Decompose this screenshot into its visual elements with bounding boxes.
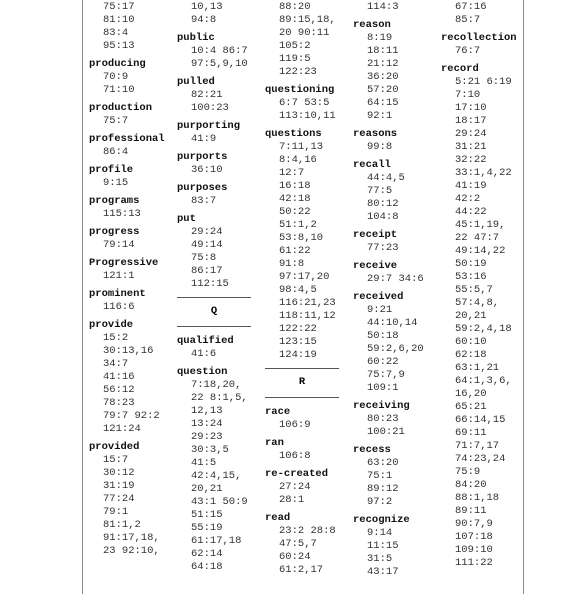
index-term: reasons	[353, 128, 398, 140]
index-entry	[265, 468, 351, 507]
page-line-refs: 75:17 81:10 83:4 95:13	[103, 1, 135, 52]
index-entry	[89, 133, 175, 159]
page-line-refs: 27:24 28:1	[279, 481, 311, 506]
index-entry	[177, 76, 263, 115]
index-term: public	[177, 32, 215, 44]
index-term: recognize	[353, 514, 410, 526]
page-line-refs: 29:24 49:14 75:8 86:17 112:15	[191, 226, 229, 290]
divider-line	[177, 297, 251, 298]
section-divider	[265, 368, 351, 398]
index-entry	[177, 32, 263, 71]
page-line-refs: 9:14 11:15 31:5 43:17	[367, 527, 399, 578]
page-line-refs: 63:20 75:1 89:12 97:2	[367, 457, 399, 508]
page-line-refs: 115:13	[103, 208, 141, 220]
index-entry	[441, 32, 524, 58]
index-entry	[177, 213, 263, 291]
index-column-3	[265, 0, 351, 582]
index-column-5	[441, 0, 524, 575]
index-entry	[265, 437, 351, 463]
index-term: received	[353, 291, 404, 303]
index-entry	[89, 58, 175, 97]
index-term: pulled	[177, 76, 215, 88]
index-column-1	[89, 0, 175, 563]
page-line-refs: 5:21 6:19 7:10 17:10 18:17 29:24 31:21 32:22 33:1,4,22 41:19 42:2 44:22 45:1,19, 22 47:7 49:14,22 50:19 53:16 55:5,7 57:4,8, 20,21 59:2,4,18 60:10 62:18 63:1,21 64:1,3,6, 16,20 65:21 66:14,15 69:11 71:7,17 74:23,24 75:9 84:20 88:1,18 89:11 90:7,9 107:18 109:10 111:22	[455, 76, 512, 569]
index-entry	[89, 195, 175, 221]
index-entry	[89, 441, 175, 558]
page-line-refs: 44:4,5 77:5 80:12 104:8	[367, 172, 405, 223]
index-term: race	[265, 406, 291, 418]
page-line-refs: 86:4	[103, 146, 129, 158]
page-line-refs: 7:11,13 8:4,16 12:7 16:18 42:18 50:22 51:1,2 53:8,10 61:22 91:8 97:17,20 98:4,5 116:21,23 118:11,12 122:22 123:15 124:19	[279, 141, 336, 361]
index-entry	[353, 400, 439, 439]
index-term: reason	[353, 19, 391, 31]
index-entry	[177, 182, 263, 208]
index-term: purporting	[177, 120, 241, 132]
index-term: producing	[89, 58, 146, 70]
index-entry	[353, 19, 439, 123]
index-term: progress	[89, 226, 140, 238]
index-term: read	[265, 512, 291, 524]
index-term: questions	[265, 128, 322, 140]
section-letter: R	[298, 376, 306, 388]
index-entry	[353, 291, 439, 395]
page-line-refs: 10:4 86:7 97:5,9,10	[191, 45, 248, 70]
index-entry	[177, 335, 263, 361]
page-line-refs: 41:9	[191, 133, 217, 145]
index-term: recall	[353, 159, 391, 171]
index-term: profile	[89, 164, 134, 176]
page-line-refs: 7:18,20, 22 8:1,5, 12,13 13:24 29:23 30:3,5 41:5 42:4,15, 20,21 43:1 50:9 51:15 55:19 61:17,18 62:14 64:18	[191, 379, 248, 573]
page-line-refs: 15:2 30:13,16 34:7 41:16 56:12 78:23 79:7 92:2 121:24	[103, 332, 160, 435]
page-line-refs: 106:8	[279, 450, 311, 462]
index-entry	[177, 151, 263, 177]
index-term: qualified	[177, 335, 234, 347]
index-entry	[265, 406, 351, 432]
index-term: provide	[89, 319, 134, 331]
page-line-refs: 67:16 85:7	[455, 1, 487, 26]
index-term: receive	[353, 260, 398, 272]
index-entry	[353, 260, 439, 286]
index-entry	[89, 288, 175, 314]
index-entry	[89, 319, 175, 436]
page-line-refs: 99:8	[367, 141, 393, 153]
section-letter: Q	[210, 305, 218, 317]
index-entry	[441, 0, 524, 27]
index-entry	[353, 0, 439, 14]
index-term: question	[177, 366, 228, 378]
page-line-refs: 10,13 94:8	[191, 1, 223, 26]
index-entry	[89, 102, 175, 128]
index-entry	[265, 128, 351, 362]
divider-line	[265, 397, 339, 398]
page-line-refs: 76:7	[455, 45, 481, 57]
index-entry	[177, 0, 263, 27]
index-term: programs	[89, 195, 140, 207]
page-line-refs: 80:23 100:21	[367, 413, 405, 438]
index-entry	[353, 229, 439, 255]
index-entry	[177, 366, 263, 574]
index-entry	[353, 128, 439, 154]
section-divider	[177, 297, 263, 327]
index-term: purports	[177, 151, 228, 163]
index-term: prominent	[89, 288, 146, 300]
index-term: provided	[89, 441, 140, 453]
index-term: Progressive	[89, 257, 159, 269]
index-entry	[265, 84, 351, 123]
index-term: ran	[265, 437, 284, 449]
page-line-refs: 8:19 18:11 21:12 36:20 57:20 64:15 92:1	[367, 32, 399, 122]
index-entry	[89, 0, 175, 53]
divider-line	[177, 326, 251, 327]
page-line-refs: 9:21 44:10,14 50:18 59:2,6,20 60:22 75:7,9 109:1	[367, 304, 424, 394]
index-term: purposes	[177, 182, 228, 194]
page-line-refs: 9:15	[103, 177, 129, 189]
page-line-refs: 23:2 28:8 47:5,7 60:24 61:2,17	[279, 525, 336, 576]
index-term: put	[177, 213, 196, 225]
index-entry	[265, 512, 351, 577]
page-line-refs: 114:3	[367, 1, 399, 13]
page-line-refs: 79:14	[103, 239, 135, 251]
page-line-refs: 116:6	[103, 301, 135, 313]
index-entry	[353, 444, 439, 509]
page-line-refs: 88:20 89:15,18, 20 90:11 105:2 119:5 122:23	[279, 1, 336, 78]
divider-line	[265, 368, 339, 369]
page-line-refs: 121:1	[103, 270, 135, 282]
index-column-4	[353, 0, 439, 584]
page-line-refs: 106:9	[279, 419, 311, 431]
index-term: re-created	[265, 468, 329, 480]
index-entry	[441, 63, 524, 570]
index-entry	[89, 164, 175, 190]
index-entry	[89, 226, 175, 252]
page-line-refs: 70:9 71:10	[103, 71, 135, 96]
index-column-2	[177, 0, 263, 579]
index-term: production	[89, 102, 153, 114]
page-line-refs: 29:7 34:6	[367, 273, 424, 285]
page-line-refs: 41:6	[191, 348, 217, 360]
index-term: receipt	[353, 229, 398, 241]
page-line-refs: 6:7 53:5 113:10,11	[279, 97, 336, 122]
index-term: questioning	[265, 84, 335, 96]
index-term: receiving	[353, 400, 410, 412]
page-line-refs: 75:7	[103, 115, 129, 127]
index-term: recollection	[441, 32, 517, 44]
page-line-refs: 15:7 30:12 31:19 77:24 79:1 81:1,2 91:17,18, 23 92:10,	[103, 454, 160, 557]
index-entry	[265, 0, 351, 79]
index-entry	[89, 257, 175, 283]
index-term: professional	[89, 133, 165, 145]
index-entry	[353, 514, 439, 579]
index-entry	[353, 159, 439, 224]
index-term: recess	[353, 444, 391, 456]
index-term: record	[441, 63, 479, 75]
page-line-refs: 82:21 100:23	[191, 89, 229, 114]
page-line-refs: 77:23	[367, 242, 399, 254]
index-page	[82, 0, 524, 594]
index-entry	[177, 120, 263, 146]
page-line-refs: 36:10	[191, 164, 223, 176]
page-line-refs: 83:7	[191, 195, 217, 207]
